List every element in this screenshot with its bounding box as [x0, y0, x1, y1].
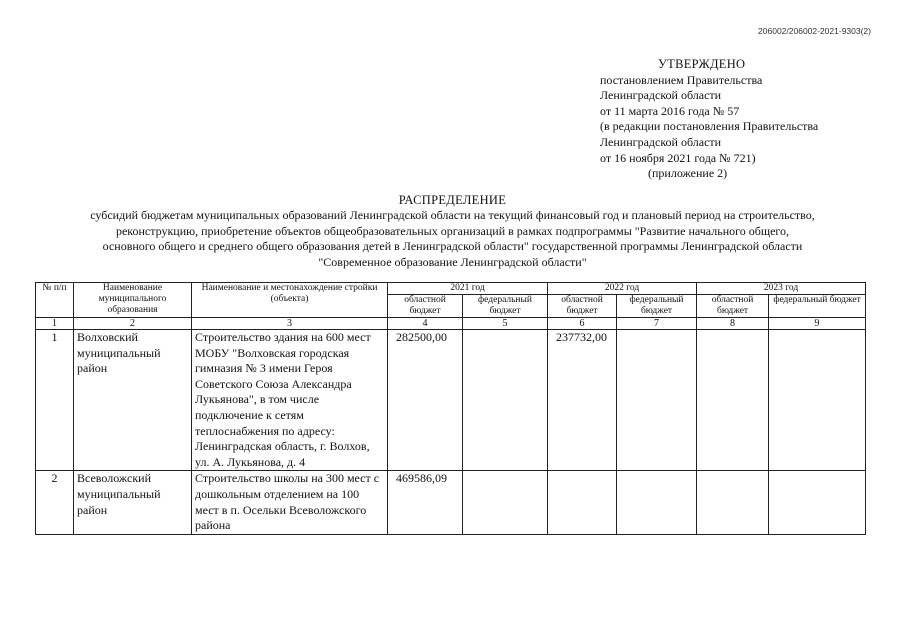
approval-title: УТВЕРЖДЕНО	[658, 57, 746, 71]
row-value-2022-federal	[617, 330, 697, 471]
header-regional: областной бюджет	[697, 295, 769, 318]
approval-appendix: (приложение 2)	[648, 166, 728, 181]
table-row	[36, 330, 866, 471]
heading-title: РАСПРЕДЕЛЕНИЕ	[398, 193, 507, 207]
row-municipality: Волховский муниципальный район	[74, 330, 192, 471]
row-value-2022-federal	[617, 471, 697, 534]
header-regional: областной бюджет	[388, 295, 463, 318]
header-regional: областной бюджет	[548, 295, 617, 318]
approval-line: Ленинградской области	[600, 134, 722, 149]
column-index: 6	[548, 318, 617, 330]
approval-line: от 11 марта 2016 года № 57	[600, 103, 740, 118]
column-index: 5	[463, 318, 548, 330]
heading-line: основного общего и среднего общего образования детей в Ленинградской области" государственной программы Ленинградской области	[102, 239, 803, 254]
column-index: 9	[769, 318, 866, 330]
document-id: 206002/206002-2021-9303(2)	[758, 26, 871, 36]
distribution-table	[35, 282, 866, 535]
row-value-2021-federal	[463, 330, 548, 471]
header-row	[36, 283, 866, 295]
column-index: 8	[697, 318, 769, 330]
row-object: Строительство здания на 600 мест МОБУ "Волховская городская гимназия № 3 имени Героя Советского Союза Александра Лукьянова", в том числе подключение к сетям теплоснабжения по адресу: Ленинградская область, г. Волхов, ул. А. Лукьянова, д. 4	[192, 330, 388, 471]
column-index: 4	[388, 318, 463, 330]
approval-block	[600, 57, 890, 182]
row-value-2023-regional	[697, 330, 769, 471]
header-num: № п/п	[36, 283, 74, 318]
header-year-2022: 2022 год	[548, 283, 697, 295]
header-municipality: Наименование муниципального образования	[74, 283, 192, 318]
column-index-row	[36, 318, 866, 330]
approval-line: от 16 ноября 2021 года № 721)	[600, 150, 756, 165]
row-value-2023-federal	[769, 471, 866, 534]
approval-line: Ленинградской области	[600, 88, 722, 103]
row-value-2023-federal	[769, 330, 866, 471]
approval-line: постановлением Правительства	[600, 72, 763, 87]
header-federal: федеральный бюджет	[463, 295, 548, 318]
table-row	[36, 471, 866, 534]
header-object: Наименование и местонахождение стройки (объекта)	[192, 283, 388, 318]
heading-line: субсидий бюджетам муниципальных образований Ленинградской области на текущий финансовый год и плановый период на строительство,	[90, 208, 815, 223]
row-municipality: Всеволожский муниципальный район	[74, 471, 192, 534]
row-value-2022-regional	[548, 471, 617, 534]
row-num: 1	[36, 330, 74, 471]
header-year-2023: 2023 год	[697, 283, 866, 295]
header-federal: федеральный бюджет	[769, 295, 866, 318]
document-heading	[40, 193, 865, 270]
row-num: 2	[36, 471, 74, 534]
header-federal: федеральный бюджет	[617, 295, 697, 318]
row-value-2022-regional: 237732,00	[548, 330, 617, 471]
row-object: Строительство школы на 300 мест с дошкольным отделением на 100 мест в п. Осельки Всеволожского района	[192, 471, 388, 534]
column-index: 7	[617, 318, 697, 330]
row-value-2021-regional: 469586,09	[388, 471, 463, 534]
approval-line: (в редакции постановления Правительства	[600, 119, 819, 134]
heading-line: реконструкцию, приобретение объектов общеобразовательных организаций в рамках подпрограммы "Развитие начального общего,	[115, 223, 790, 238]
row-value-2021-regional: 282500,00	[388, 330, 463, 471]
column-index: 2	[74, 318, 192, 330]
row-value-2021-federal	[463, 471, 548, 534]
column-index: 1	[36, 318, 74, 330]
heading-line: "Современное образование Ленинградской области"	[318, 254, 587, 269]
row-value-2023-regional	[697, 471, 769, 534]
column-index: 3	[192, 318, 388, 330]
header-year-2021: 2021 год	[388, 283, 548, 295]
